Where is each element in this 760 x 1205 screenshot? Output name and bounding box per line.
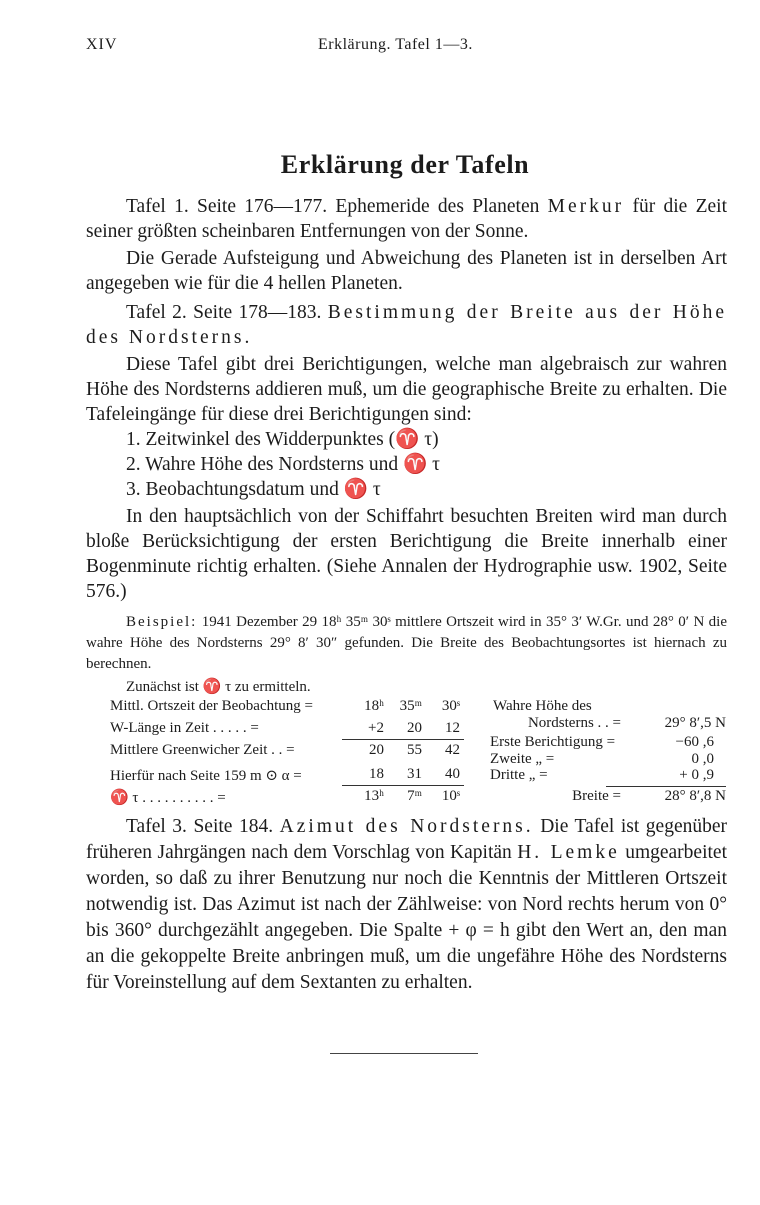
tafel2-heading: Bestimmung der Breite aus der Höhe des Nordsterns. — [86, 302, 727, 348]
tafel2-paragraph-2: Diese Tafel gibt drei Berichtigungen, welche man algebraisch zur wahren Höhe des Nordsterns addieren muß, um die geographische Breite zu erhalten. Die Tafeleingänge für diese drei Berichtigungen sind: — [86, 354, 727, 425]
calc-left-value: 12 — [445, 720, 460, 736]
tafel3-intro: Tafel 3. Seite 184. — [126, 816, 280, 837]
calc-left-label: Hierfür nach Seite 159 m ⊙ α = — [110, 768, 302, 784]
tafel2-paragraph-3: In den hauptsächlich von der Schiffahrt besuchten Breiten wird man durch bloße Berücksichtigung der ersten Berichtigung die Breite innerhalb einer Bogenminute richtig erhalten. (Siehe Annalen der Hydrographie usw. 1902, Seite 576.) — [86, 506, 727, 602]
tafel3-text-1: Die Tafel ist gegenüber früheren Jahrgängen nach dem Vorschlag von Kapitän — [86, 816, 727, 863]
calc-left-label: W-Länge in Zeit . . . . . = — [110, 720, 259, 736]
tafel1-planet: Merkur — [547, 196, 625, 217]
berichtigungen-list — [86, 427, 727, 502]
calc-left-value: 31 — [407, 766, 422, 782]
calc-left-value: 7ᵐ — [407, 788, 422, 804]
example-text: 1941 Dezember 29 18ʰ 35ᵐ 30ˢ mittlere Ortszeit wird in 35° 3′ W.Gr. und 28° 0′ N die wahre Höhe des Nordsterns 29° 8′ 30″ gefunden. Die Breite des Beobachtungsortes ist hiernach zu berechnen. — [86, 614, 727, 672]
calc-right-value: 28° 8′,8 N — [664, 788, 726, 804]
page-number: XIV — [86, 36, 118, 53]
end-rule — [330, 1053, 478, 1054]
list-item: 3. Beobachtungsdatum und ♈ τ — [126, 479, 381, 500]
tafel1-rest: für die Zeit seiner größten scheinbaren Entfernungen von der Sonne. — [86, 196, 727, 242]
list-item: 2. Wahre Höhe des Nordsterns und ♈ τ — [126, 454, 440, 475]
tafel3-name: H. Lemke — [517, 842, 620, 863]
calc-left-value: 18 — [369, 766, 384, 782]
calc-left-value: 55 — [407, 742, 422, 758]
calc-left-value: +2 — [368, 720, 384, 736]
calc-left-label: Mittl. Ortszeit der Beobachtung = — [110, 698, 313, 714]
tafel2-intro: Tafel 2. Seite 178—183. — [126, 302, 328, 323]
calc-right-value: 0 ,0 — [691, 751, 714, 767]
calc-intro: Zunächst ist ♈ τ zu ermitteln. — [126, 679, 311, 695]
calc-right-label: Wahre Höhe des — [493, 698, 592, 714]
calc-left-value: 20 — [369, 742, 384, 758]
calc-left-value: 10ˢ — [441, 788, 460, 804]
calc-right-label: Breite = — [572, 788, 621, 804]
calc-right-label: Zweite „ = — [490, 751, 555, 767]
calc-right-value: + 0 ,9 — [679, 767, 714, 783]
sum-rule — [342, 785, 464, 786]
sum-rule — [342, 739, 464, 740]
calc-left-value: 40 — [445, 766, 460, 782]
calc-left-value: 35ᵐ — [399, 698, 422, 714]
calc-right-value: −60 ,6 — [675, 734, 714, 750]
example-block — [86, 612, 727, 675]
page-title: Erklärung der Tafeln — [280, 150, 530, 179]
tafel1-paragraph-2: Die Gerade Aufsteigung und Abweichung des Planeten ist in derselben Art angegeben wie für die 4 hellen Planeten. — [86, 248, 727, 294]
calc-left-label: ♈ τ . . . . . . . . . . = — [110, 790, 226, 806]
running-head: Erklärung. Tafel 1—3. — [318, 36, 473, 53]
calc-left-value: 30ˢ — [441, 698, 460, 714]
section-tafel-3 — [86, 814, 727, 996]
tafel1-intro: Tafel 1. Seite 176—177. Ephemeride des Planeten — [126, 196, 548, 217]
tafel2-paragraph — [86, 300, 727, 350]
tafel1-paragraph — [86, 194, 727, 244]
tafel3-text-2: umgearbeitet worden, so daß zu ihrer Benutzung nur noch die Kenntnis der Mittleren Ortszeit notwendig ist. Das Azimut ist nach der Zählweise: von Nord rechts herum von 0° bis 360° durchgezählt angegeben. Die Spalte + φ = h gibt den Wert an, den man an die gekoppelte Breite anbringen muß, um die ungefähre Höhe des Nordsterns für Voreinstellung auf dem Sextanten zu erhalten. — [86, 842, 727, 993]
example-paragraph — [86, 612, 727, 675]
list-item: 1. Zeitwinkel des Widderpunktes (♈ τ) — [126, 429, 439, 450]
page-header — [86, 36, 726, 60]
section-tafel-2 — [86, 300, 727, 604]
calc-left-value: 18ʰ — [364, 698, 384, 714]
calc-left-value: 20 — [407, 720, 422, 736]
section-tafel-1 — [86, 194, 727, 296]
tafel3-heading: Azimut des Nordsterns. — [279, 816, 534, 837]
tafel3-paragraph — [86, 814, 727, 996]
calculation-block — [86, 677, 727, 807]
calc-left-value: 42 — [445, 742, 460, 758]
calc-right-label: Nordsterns . . = — [527, 715, 621, 731]
calc-left-label: Mittlere Greenwicher Zeit . . = — [110, 742, 295, 758]
example-label: Beispiel: — [126, 614, 198, 630]
calc-left-value: 13ʰ — [364, 788, 384, 804]
sum-rule — [606, 786, 726, 787]
calc-right-value: 29° 8′,5 N — [664, 715, 726, 731]
calc-right-label: Dritte „ = — [490, 767, 548, 783]
calc-right-label: Erste Berichtigung = — [490, 734, 616, 750]
